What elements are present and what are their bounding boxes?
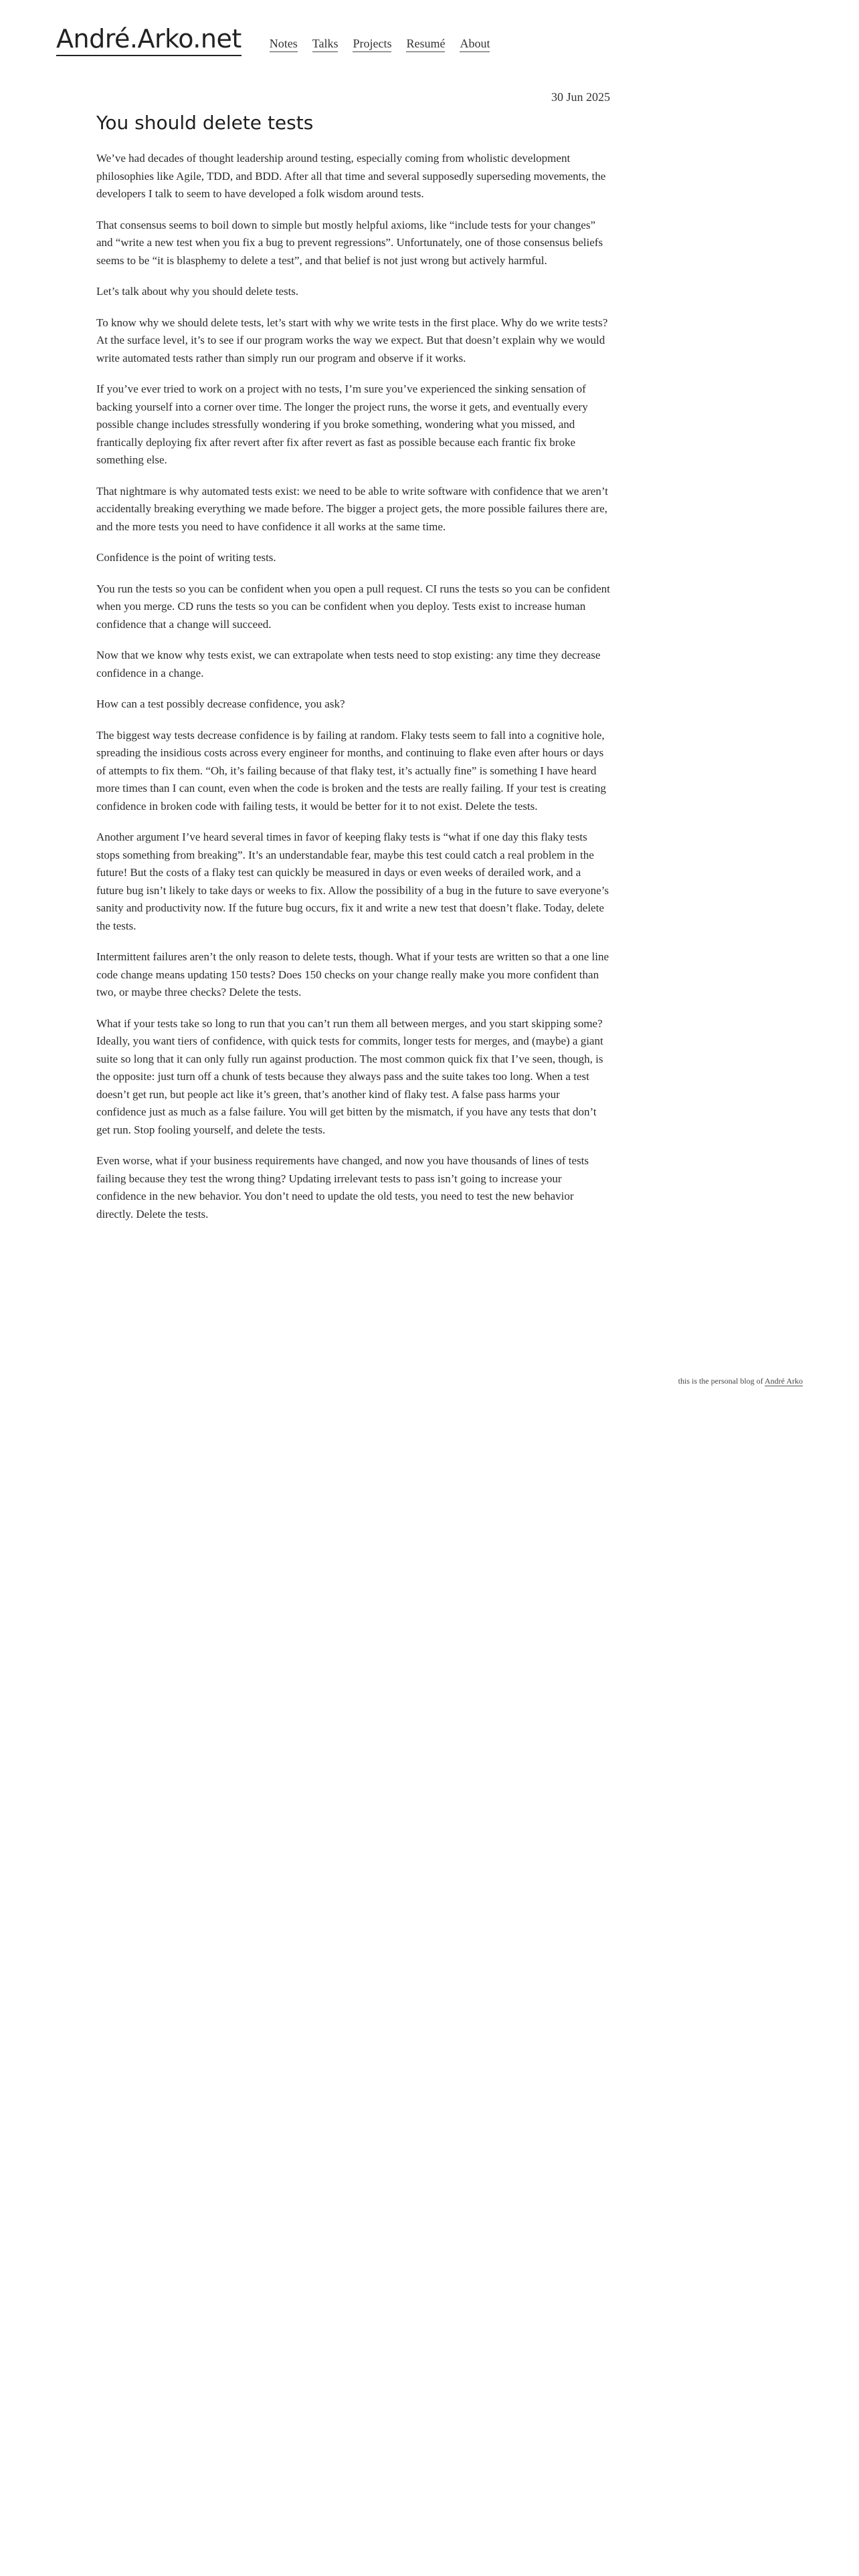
nav-item-resume[interactable]: Resumé [406, 37, 445, 52]
post-paragraph: To know why we should delete tests, let’s start with why we write tests in the first place. Why do we write tests? At the surface level, it’s to see if our program works the way we expect. But that doesn’t explain why we would write automated tests rather than simply run our program and observe if it works. [96, 316, 608, 364]
nav-item-talks[interactable]: Talks [312, 37, 339, 52]
blog-post [96, 88, 610, 1237]
post-paragraph: What if your tests take so long to run that you can’t run them all between merges, and you start skipping some? Ideally, you want tiers of confidence, with quick tests for commits, longer tests for merges, and (maybe) a giant suite so long that it can only fully run against production. The most common quick fix that I’ve seen, though, is the opposite: just turn off a chunk of tests because they always pass and the suite takes too long. When a test doesn’t get run, but people act like it’s green, that’s another kind of flaky test. A false pass harms your confidence just as much as a false failure. You will get bitten by the mismatch, if you have any tests that don’t get run. Stop fooling yourself, and delete the tests. [96, 1016, 603, 1136]
footer-author-link[interactable]: André Arko [765, 1376, 803, 1386]
post-body [96, 150, 610, 1223]
site-title-link[interactable]: André.Arko.net [56, 24, 242, 56]
nav-item-projects[interactable]: Projects [353, 37, 391, 52]
site-header [56, 24, 490, 56]
post-paragraph: We’ve had decades of thought leadership around testing, especially coming from wholistic development philosophies like Agile, TDD, and BDD. After all that time and several supposedly superseding movements, the developers I talk to seem to have developed a folk wisdom around tests. [96, 152, 606, 200]
post-paragraph: Another argument I’ve heard several times in favor of keeping flaky tests is “what if one day this flaky tests stops something from breaking”. It’s an understandable fear, maybe this test could catch a real problem in the future! But the costs of a flaky test can quickly be measured in days or even weeks of derailed work, and a future bug isn’t likely to take days or weeks to fix. Allow the possibility of a bug in the future to save everyone’s sanity and productivity now. If the future bug occurs, fix it and write a new test that doesn’t flake. Today, delete the tests. [96, 831, 609, 932]
post-paragraph: The biggest way tests decrease confidence is by failing at random. Flaky tests seem to fall into a cognitive hole, spreading the insidious costs across every engineer for months, and continuing to flake even after hours or days of attempts to fix them. “Oh, it’s failing because of that flaky test, it’s actually fine” is something I have heard more times than I can count, even when the code is broken and the tests are really failing. If your test is creating confidence in broken code with failing tests, it would be better for it to not exist. Delete the tests. [96, 728, 606, 813]
post-paragraph: How can a test possibly decrease confidence, you ask? [96, 697, 345, 710]
site-footer [678, 1376, 803, 1386]
post-date: 30 Jun 2025 [551, 90, 610, 104]
post-paragraph: If you’ve ever tried to work on a project with no tests, I’m sure you’ve experienced the sinking sensation of backing yourself into a corner over time. The longer the project runs, the worse it gets, and eventually every possible change includes stressfully wondering if you broke something, wondering what you missed, and frantically deploying fix after revert after fix after revert as fast as possible because each frantic fix broke something else. [96, 383, 588, 466]
post-paragraph: Even worse, what if your business requirements have changed, and now you have thousands of lines of tests failing because they test the wrong thing? Updating irrelevant tests to pass isn’t going to increase your confidence in the new behavior. You don’t need to update the old tests, you need to test the new behavior directly. Delete the tests. [96, 1154, 589, 1220]
post-paragraph: Intermittent failures aren’t the only reason to delete tests, though. What if your tests are written so that a one line code change means updating 150 tests? Does 150 checks on your change really make you more confident than two, or maybe three checks? Delete the tests. [96, 950, 609, 998]
post-paragraph: That consensus seems to boil down to simple but mostly helpful axioms, like “include tests for your changes” and “write a new test when you fix a bug to prevent regressions”. Unfortunately, one of those consensus beliefs seems to be “it is blasphemy to delete a test”, and that belief is not just wrong but actively harmful. [96, 218, 603, 267]
post-paragraph: You run the tests so you can be confident when you open a pull request. CI runs the tests so you can be confident when you merge. CD runs the tests so you can be confident when you deploy. Tests exist to increase human confidence that a change will succeed. [96, 582, 610, 631]
post-paragraph: Confidence is the point of writing tests. [96, 551, 276, 564]
nav-item-about[interactable]: About [460, 37, 490, 52]
footer-text: this is the personal blog of [678, 1376, 765, 1386]
post-paragraph: Now that we know why tests exist, we can extrapolate when tests need to stop existing: any time they decrease confidence in a change. [96, 649, 601, 679]
post-title: You should delete tests [96, 112, 314, 134]
main-nav [270, 37, 490, 52]
post-paragraph: Let’s talk about why you should delete tests. [96, 285, 299, 298]
nav-item-notes[interactable]: Notes [270, 37, 298, 52]
post-paragraph: That nightmare is why automated tests exist: we need to be able to write software with confidence that we aren’t accidentally breaking everything we made before. The bigger a project gets, the more possible failures there are, and the more tests you need to have confidence it all works at the same time. [96, 484, 608, 533]
